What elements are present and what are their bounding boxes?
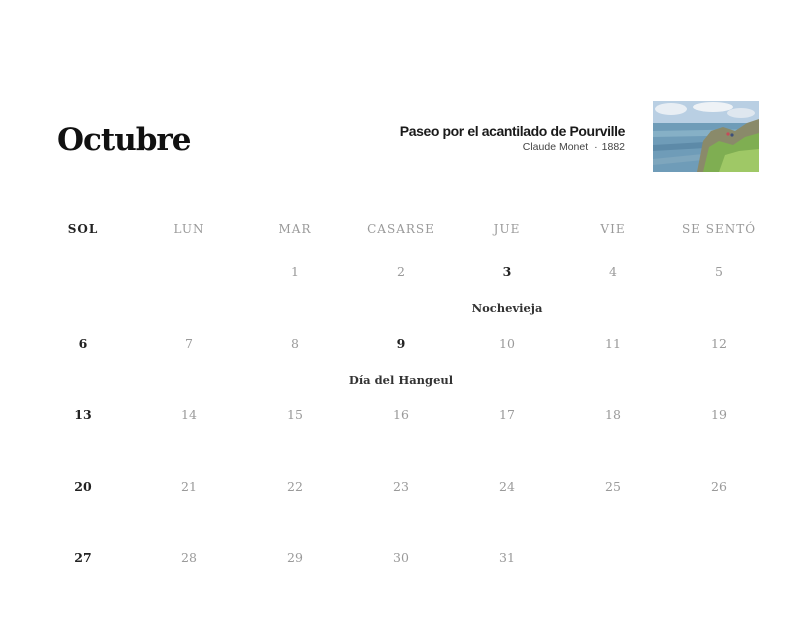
weekday-wed: CASARSE <box>367 222 435 236</box>
day-cell[interactable]: 26 <box>711 478 727 494</box>
artwork-thumbnail <box>653 101 759 172</box>
week-row <box>30 258 773 330</box>
day-cell[interactable]: 1 <box>291 264 299 279</box>
artwork-year: 1882 <box>601 141 625 153</box>
day-cell[interactable]: 28 <box>181 550 197 565</box>
day-cell[interactable]: 31 <box>499 550 515 565</box>
artwork-meta <box>400 141 625 153</box>
day-cell[interactable]: 7 <box>185 335 193 351</box>
week-row <box>30 544 773 616</box>
day-cell[interactable]: 23 <box>393 478 409 494</box>
month-title: Octubre <box>57 122 191 158</box>
weekday-header <box>30 222 773 242</box>
calendar-grid <box>30 258 773 616</box>
artwork-info <box>400 123 625 153</box>
day-cell[interactable]: 5 <box>715 264 723 279</box>
holiday-label: Día del Hangeul <box>348 372 454 387</box>
artwork-title: Paseo por el acantilado de Pourville <box>399 123 625 139</box>
day-cell[interactable]: 2 <box>397 264 405 279</box>
day-cell[interactable]: 20 <box>74 478 92 494</box>
day-cell[interactable]: 6 <box>78 335 88 351</box>
day-cell[interactable]: 3 <box>502 264 512 279</box>
weekday-tue: MAR <box>278 222 312 236</box>
week-row <box>30 473 773 545</box>
day-cell[interactable]: 16 <box>393 407 409 422</box>
day-cell[interactable]: 11 <box>605 335 621 351</box>
day-cell[interactable]: 21 <box>181 478 197 494</box>
artwork-separator: · <box>594 141 598 153</box>
artwork-artist: Claude Monet <box>522 141 589 153</box>
day-cell[interactable]: 15 <box>287 407 303 422</box>
day-cell[interactable]: 24 <box>499 478 515 494</box>
week-row <box>30 401 773 473</box>
day-cell[interactable]: 27 <box>74 550 92 565</box>
day-cell[interactable]: 29 <box>287 550 303 565</box>
day-cell[interactable]: 17 <box>499 407 515 422</box>
day-cell[interactable]: 8 <box>291 335 299 351</box>
day-cell[interactable]: 25 <box>605 478 621 494</box>
day-cell[interactable]: 12 <box>711 335 727 351</box>
weekday-mon: LUN <box>173 222 205 236</box>
weekday-sat: SE SENTÓ <box>681 222 757 236</box>
day-cell[interactable]: 13 <box>74 407 92 422</box>
weekday-thu: JUE <box>493 222 521 236</box>
day-cell[interactable]: 10 <box>499 335 515 351</box>
weekday-sun: SOL <box>67 222 99 236</box>
day-cell[interactable]: 4 <box>609 264 617 279</box>
week-row <box>30 330 773 402</box>
day-cell[interactable]: 22 <box>287 478 303 494</box>
day-cell[interactable]: 18 <box>605 407 621 422</box>
weekday-fri: VIE <box>600 222 626 236</box>
day-cell[interactable]: 14 <box>181 407 197 422</box>
day-cell[interactable]: 9 <box>396 335 406 351</box>
day-cell[interactable]: 30 <box>393 550 409 565</box>
holiday-label: Nochevieja <box>471 301 543 315</box>
day-cell[interactable]: 19 <box>711 407 727 422</box>
